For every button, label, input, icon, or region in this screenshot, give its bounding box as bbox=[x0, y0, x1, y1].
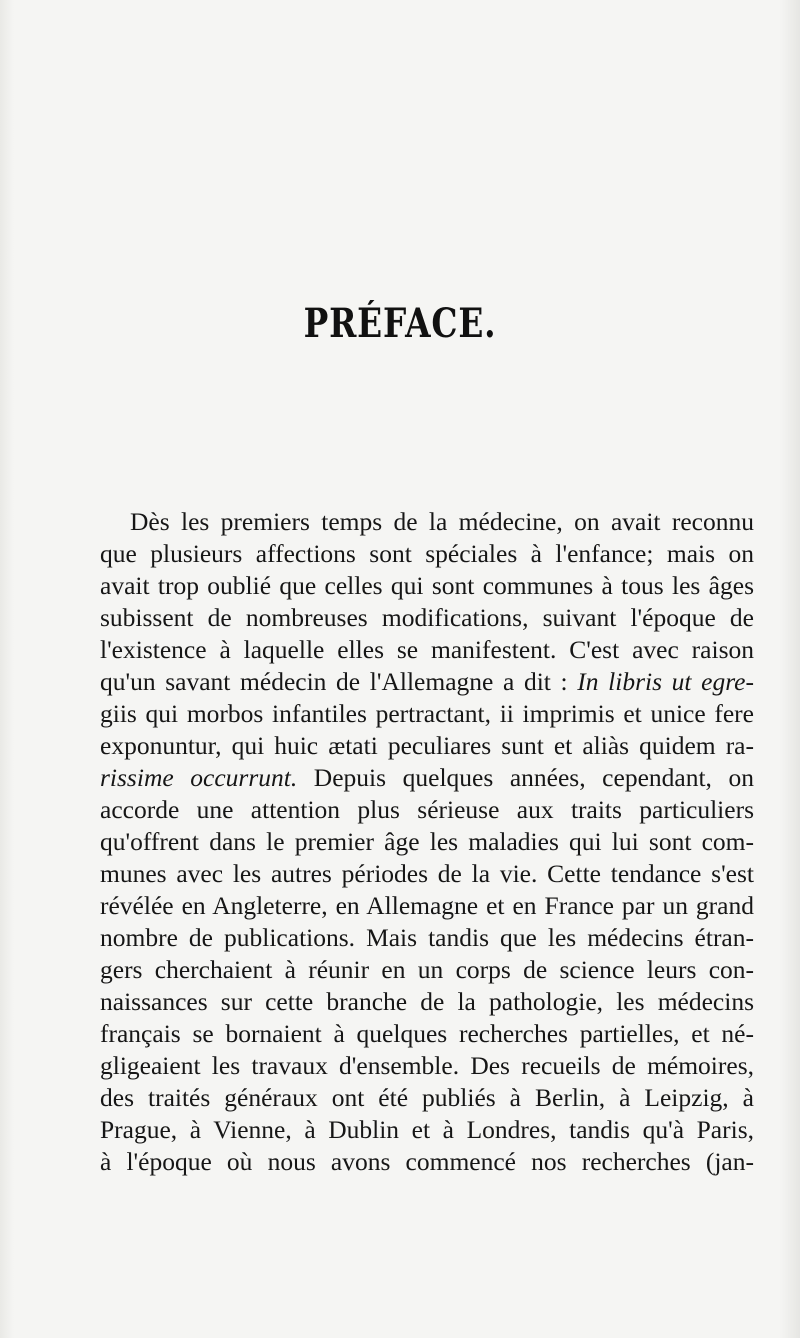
text-line: que plusieurs affections sont spéciales à l'enfance; mais on bbox=[100, 539, 754, 568]
text-line: Dès les premiers temps de la médecine, on avait reconnu bbox=[130, 507, 754, 536]
text-segment: qu'un savant médecin de l'Allemagne a dit : bbox=[100, 667, 568, 696]
text-line: munes avec les autres périodes de la vie. Cette tendance s'est bbox=[100, 859, 754, 888]
text-line: accorde une attention plus sérieuse aux traits particuliers bbox=[100, 795, 754, 824]
page-title: PRÉFACE. bbox=[303, 300, 497, 347]
text-line: français se bornaient à quelques recherches partielles, et né- bbox=[100, 1019, 754, 1048]
text-line: révélée en Angleterre, en Allemagne et en France par un grand bbox=[100, 891, 754, 920]
text-line: naissances sur cette branche de la pathologie, les médecins bbox=[100, 987, 754, 1016]
text-line-mixed bbox=[100, 762, 754, 794]
text-line: avait trop oublié que celles qui sont communes à tous les âges bbox=[100, 571, 754, 600]
text-line: gers cherchaient à réunir en un corps de science leurs con- bbox=[100, 955, 754, 984]
latin-quote-line: giis qui morbos infantiles pertractant, ii imprimis et unice fere bbox=[100, 699, 754, 728]
text-line-mixed bbox=[100, 666, 754, 698]
text-line: subissent de nombreuses modifications, suivant l'époque de bbox=[100, 603, 754, 632]
latin-quote-segment: In libris ut egre- bbox=[577, 667, 754, 696]
text-line: nombre de publications. Mais tandis que les médecins étran- bbox=[100, 923, 754, 952]
text-line: à l'époque où nous avons commencé nos recherches (jan- bbox=[100, 1147, 754, 1176]
preface-paragraph bbox=[100, 506, 754, 1178]
text-segment: Depuis quelques années, cependant, on bbox=[313, 763, 755, 792]
latin-quote-line: exponuntur, qui huic ætati peculiares sunt et aliàs quidem ra- bbox=[100, 731, 754, 760]
text-line: Prague, à Vienne, à Dublin et à Londres, tandis qu'à Paris, bbox=[100, 1115, 754, 1144]
text-line: des traités généraux ont été publiés à Berlin, à Leipzig, à bbox=[100, 1083, 754, 1112]
text-line: l'existence à laquelle elles se manifestent. C'est avec raison bbox=[100, 635, 754, 664]
text-line: gligeaient les travaux d'ensemble. Des recueils de mémoires, bbox=[100, 1051, 754, 1080]
latin-quote-segment: rissime occurrunt. bbox=[100, 763, 298, 792]
text-line: qu'offrent dans le premier âge les maladies qui lui sont com- bbox=[100, 827, 754, 856]
